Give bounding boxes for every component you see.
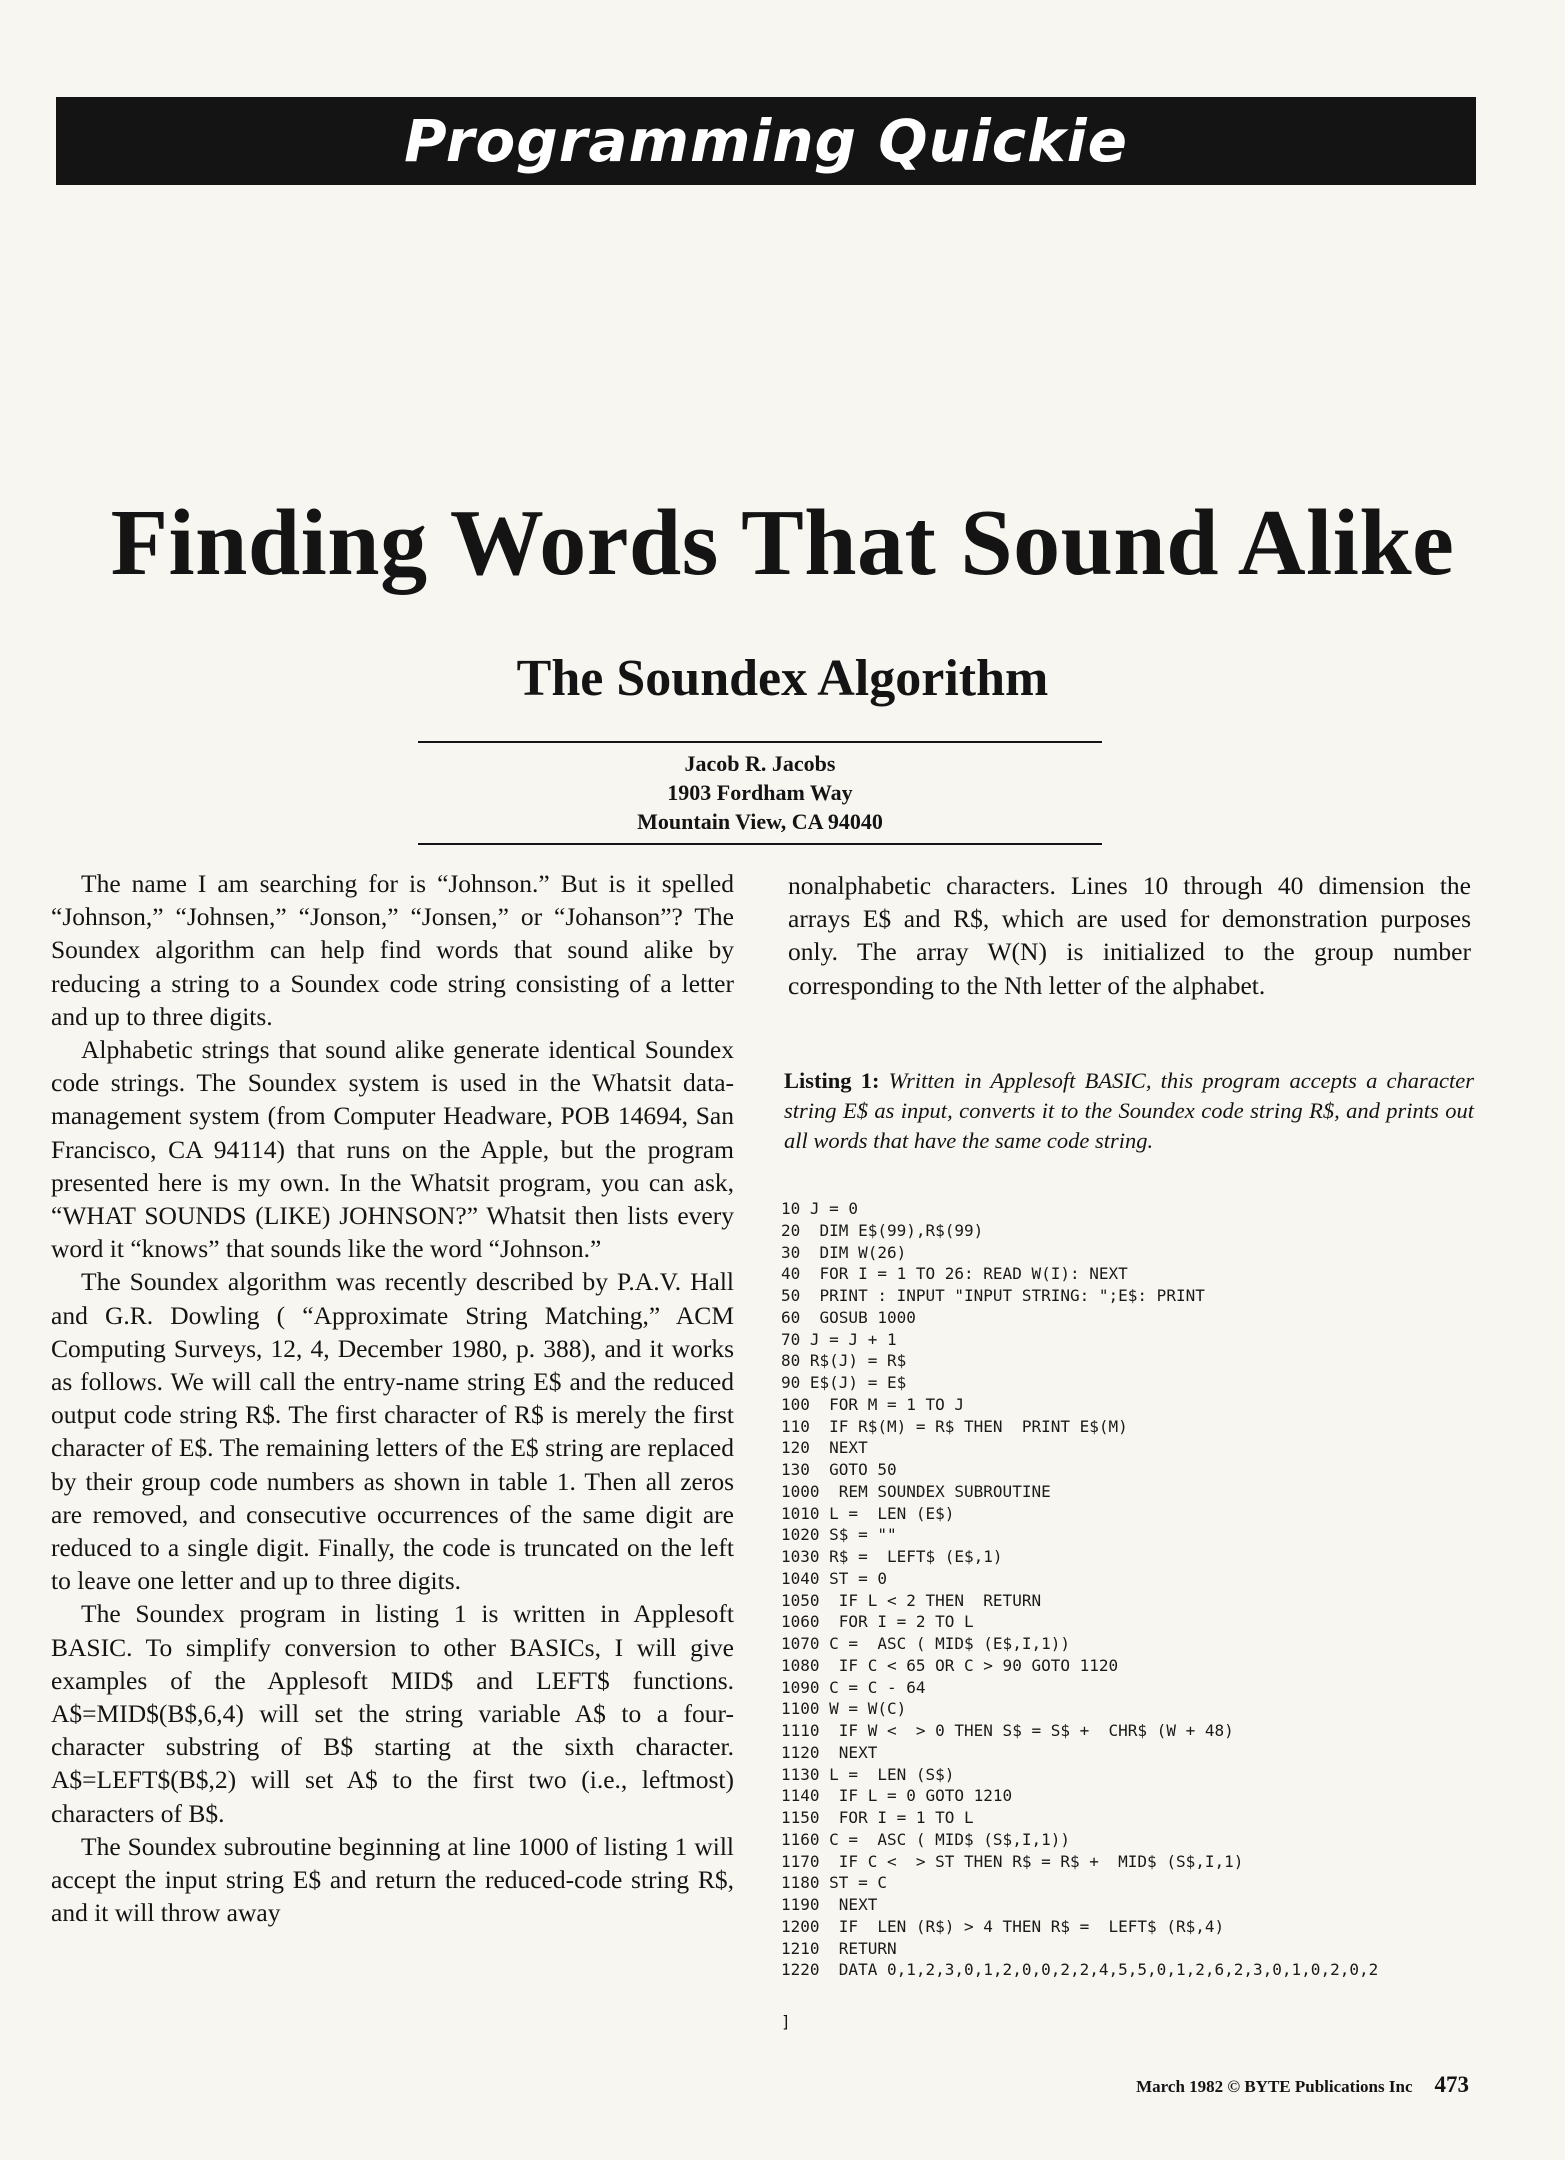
right-column: [788, 869, 1471, 1002]
code-line: 1010 L = LEN (E$): [781, 1503, 955, 1523]
code-line: 40 FOR I = 1 TO 26: READ W(I): NEXT: [781, 1264, 1128, 1284]
code-line: 1200 IF LEN (R$) > 4 THEN R$ = LEFT$ (R$,4): [781, 1916, 1225, 1936]
page-number: 473: [1434, 2072, 1469, 2097]
code-line: 120 NEXT: [781, 1438, 868, 1458]
code-line: 1060 FOR I = 2 TO L: [781, 1612, 974, 1632]
code-line: 1080 IF C < 65 OR C > 90 GOTO 1120: [781, 1655, 1119, 1675]
code-line: 1140 IF L = 0 GOTO 1210: [781, 1786, 1013, 1806]
code-line: 1050 IF L < 2 THEN RETURN: [781, 1590, 1042, 1610]
paragraph: nonalphabetic characters. Lines 10 through 40 dimension the arrays E$ and R$, which are used for demonstration purposes only. The array W(N) is initialized to the group number corresponding to the Nth letter of the alphabet.: [788, 871, 1471, 1000]
code-line: 10 J = 0: [781, 1199, 859, 1218]
author-name: Jacob R. Jacobs: [684, 751, 836, 776]
code-listing: [781, 1198, 1481, 1981]
code-line: 1100 W = W(C): [781, 1699, 907, 1719]
author-city: Mountain View, CA 94040: [637, 809, 883, 834]
code-line: 1120 NEXT: [781, 1742, 878, 1762]
code-line: 1190 NEXT: [781, 1895, 878, 1914]
code-line: 90 E$(J) = E$: [781, 1373, 907, 1392]
code-line: 130 GOTO 50: [781, 1460, 897, 1479]
banner-text: Programming Quickie: [404, 107, 1128, 175]
byline-top-rule: [418, 741, 1102, 743]
code-line: 1000 REM SOUNDEX SUBROUTINE: [781, 1481, 1051, 1501]
left-column: [51, 867, 734, 1930]
code-line: 1070 C = ASC ( MID$ (E$,I,1)): [781, 1634, 1070, 1653]
code-line: 80 R$(J) = R$: [781, 1351, 907, 1371]
paragraph: The Soundex program in listing 1 is written in Applesoft BASIC. To simplify conversion to other BASICs, I will give examples of the Applesoft MID$ and LEFT$ functions. A$=MID$(B$,6,4) will set the string variable A$ to a four-character substring of B$ starting at the sixth character. A$=LEFT$(B$,2) will set A$ to the first two (i.e., leftmost) characters of B$.: [51, 1599, 734, 1828]
code-line: 1150 FOR I = 1 TO L: [781, 1808, 974, 1827]
listing-caption: [784, 1066, 1474, 1156]
listing-caption-text: Written in Applesoft BASIC, this program accepts a character string E$ as input, converts it to the Soundex code string R$, and prints out all words that have the same code string.: [784, 1068, 1475, 1153]
paragraph: Alphabetic strings that sound alike generate identical Soundex code strings. The Soundex system is used in the Whatsit data-management system (from Computer Headware, POB 14694, San Francisco, CA 94114) that runs on the Apple, but the program presented here is my own. In the Whatsit program, you can ask, “WHAT SOUNDS (LIKE) JOHNSON?” Whatsit then lists every word it “knows” that sounds like the word “Johnson.”: [51, 1035, 734, 1264]
code-line: 60 GOSUB 1000: [781, 1307, 916, 1327]
code-line: 30 DIM W(26): [781, 1242, 907, 1262]
code-line: 50 PRINT : INPUT "INPUT STRING: ";E$: PRINT: [781, 1286, 1205, 1305]
author-byline: [418, 749, 1102, 836]
byline-bottom-rule: [418, 843, 1102, 845]
article-subtitle: The Soundex Algorithm: [516, 650, 1049, 707]
code-line: 1040 ST = 0: [781, 1568, 887, 1588]
code-line: 1030 R$ = LEFT$ (E$,1): [781, 1547, 1003, 1566]
code-line: 1020 S$ = "": [781, 1525, 897, 1545]
code-line: 100 FOR M = 1 TO J: [781, 1394, 965, 1414]
paragraph: The Soundex algorithm was recently described by P.A.V. Hall and G.R. Dowling ( “Approximate String Matching,” ACM Computing Surveys, 12, 4, December 1980, p. 388), and it works as follows. We will call the entry-name string E$ and the reduced output code string R$. The first character of R$ is merely the first character of E$. The remaining letters of the E$ string are replaced by their group code numbers as shown in table 1. Then all zeros are removed, and consecutive occurrences of the same digit are reduced to a single digit. Finally, the code is truncated on the left to leave one letter and up to three digits.: [51, 1267, 734, 1596]
code-line: 1110 IF W < > 0 THEN S$ = S$ + CHR$ (W + 48): [781, 1721, 1234, 1740]
code-line: 1220 DATA 0,1,2,3,0,1,2,0,0,2,2,4,5,5,0,1,2,6,2,3,0,1,0,2,0,2: [781, 1960, 1379, 1980]
author-street: 1903 Fordham Way: [667, 780, 853, 805]
paragraph: The name I am searching for is “Johnson.” But is it spelled “Johnson,” “Johnsen,” “Jonson,” “Jonsen,” or “Johanson”? The Soundex algorithm can help find words that sound alike by reducing a string to a Soundex code string consisting of a letter and up to three digits.: [51, 869, 734, 1031]
footer-credit: March 1982 © BYTE Publications Inc: [1136, 2077, 1413, 2096]
section-banner: [56, 97, 1476, 185]
code-line: 1160 C = ASC ( MID$ (S$,I,1)): [781, 1829, 1070, 1849]
code-line: 1170 IF C < > ST THEN R$ = R$ + MID$ (S$,I,1): [781, 1851, 1244, 1871]
code-line: 1130 L = LEN (S$): [781, 1764, 955, 1784]
code-line: 110 IF R$(M) = R$ THEN PRINT E$(M): [781, 1416, 1128, 1436]
code-line: 1180 ST = C: [781, 1873, 887, 1893]
article-title: Finding Words That Sound Alike: [110, 491, 1455, 595]
code-line: 1210 RETURN: [781, 1938, 897, 1958]
code-line: 1090 C = C - 64: [781, 1677, 926, 1697]
listing-end-mark: ]: [781, 2012, 791, 2031]
paragraph: The Soundex subroutine beginning at line 1000 of listing 1 will accept the input string E$ and return the reduced-code string R$, and it will throw away: [51, 1831, 734, 1928]
code-line: 70 J = J + 1: [781, 1329, 897, 1349]
code-line: 20 DIM E$(99),R$(99): [781, 1220, 984, 1240]
page-footer: [1136, 2072, 1469, 2098]
listing-label: Listing 1:: [784, 1068, 880, 1093]
